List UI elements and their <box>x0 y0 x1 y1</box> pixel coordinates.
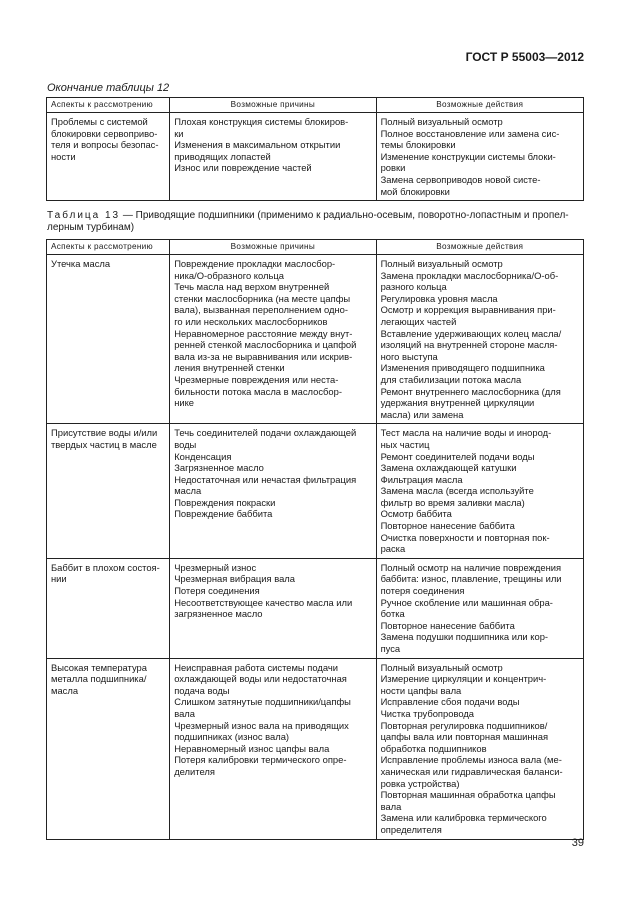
cell-line: Недостаточная или нечастая фильтрация <box>174 473 357 485</box>
cell-line: Чрезмерная вибрация вала <box>174 573 295 585</box>
table13-title-cont: лерным турбинам) <box>47 222 135 233</box>
cell-line: Измерение циркуляции и концентрич- <box>380 673 547 685</box>
cell-aspect <box>47 558 170 658</box>
header-aspects: Аспекты к рассмотрению <box>47 98 170 113</box>
cell-line: ности <box>51 150 76 162</box>
cell-line: ления внутренней стенки <box>174 362 285 374</box>
cell-line: Исправление сбоя подачи воды <box>380 696 520 708</box>
cell-line: ханическая или гидравлическая баланси- <box>380 765 563 777</box>
cell-line: темы блокировки <box>380 139 456 151</box>
cell-actions <box>376 424 583 559</box>
standard-number: ГОСТ Р 55003—2012 <box>465 50 584 64</box>
cell-line: Исправление проблемы износа вала (ме- <box>380 754 562 766</box>
cell-line: Повреждение прокладки маслосбор- <box>174 258 336 269</box>
cell-line: Замена масла (всегда используйте <box>380 485 534 497</box>
table13-header-row <box>47 240 584 255</box>
cell-actions <box>376 558 583 658</box>
cell-line: Неравномерное расстояние между внут- <box>174 327 353 339</box>
cell-line: Повреждения покраски <box>174 496 276 508</box>
cell-line: Изменения в максимальном открытии <box>174 139 341 151</box>
cell-line: делителя <box>174 765 215 777</box>
cell-line: фильтр во время заливки масла) <box>380 496 525 508</box>
cell-line: ренней стенкой маслосборника и цапфой <box>174 339 357 351</box>
table-row <box>47 658 584 839</box>
cell-line: Изменения приводящего подшипника <box>380 362 545 374</box>
table12-continuation-title: Окончание таблицы 12 <box>47 82 170 94</box>
cell-line: Тест масла на наличие воды и инород- <box>380 427 552 439</box>
cell-aspect <box>47 113 170 201</box>
cell-line: цапфы вала или повторная машинная <box>380 731 549 743</box>
cell-line: Полный визуальный осмотр <box>380 116 503 127</box>
cell-line: ровки <box>380 162 406 174</box>
cell-line: бильности потока масла в маслосбор- <box>174 385 342 397</box>
cell-line: Плохая конструкция системы блокиров- <box>174 116 349 127</box>
table-row <box>47 424 584 559</box>
cell-causes <box>170 113 376 201</box>
table12-header-row <box>47 98 584 113</box>
table-row <box>47 255 584 424</box>
cell-line: Неисправная работа системы подачи <box>174 661 338 673</box>
cell-line: Утечка масла <box>51 258 111 269</box>
cell-line: Полный визуальный осмотр <box>380 661 503 673</box>
cell-actions <box>376 658 583 839</box>
cell-line: Конденсация <box>174 450 232 462</box>
cell-line: Течь соединителей подачи охлаждающей <box>174 427 357 439</box>
cell-line: Ремонт соединителей подачи воды <box>380 450 535 462</box>
cell-line: удержания внутренней циркуляции <box>380 397 535 409</box>
cell-line: Повторная регулировка подшипников/ <box>380 719 548 731</box>
cell-line: Изменение конструкции системы блоки- <box>380 150 556 162</box>
header-actions: Возможные действия <box>376 240 583 255</box>
cell-line: Чрезмерный износ вала на приводящих <box>174 719 349 731</box>
cell-line: Фильтрация масла <box>380 473 463 485</box>
cell-line: Присутствие воды и/или <box>51 427 158 439</box>
cell-line: Осмотр и коррекция выравнивания при- <box>380 304 556 316</box>
cell-line: легающих частей <box>380 315 457 327</box>
cell-line: подшипниках (износ вала) <box>174 731 290 743</box>
cell-line: Чистка трубопровода <box>380 707 475 719</box>
table-row <box>47 113 584 201</box>
table-13 <box>46 239 584 840</box>
cell-line: Полный визуальный осмотр <box>380 258 503 269</box>
cell-line: изоляций на внутренней стороне масля- <box>380 339 558 351</box>
cell-line: разного кольца <box>380 281 447 293</box>
cell-line: Замена подушки подшипника или кор- <box>380 631 549 643</box>
cell-line: Замена или калибровка термического <box>380 812 547 824</box>
cell-line: загрязненное масло <box>174 608 263 620</box>
cell-line: Повторное нанесение баббита <box>380 520 515 532</box>
cell-line: ных частиц <box>380 438 430 450</box>
cell-line: металла подшипника/ <box>51 673 147 685</box>
table13-caption <box>47 210 587 234</box>
cell-line: вала <box>174 707 195 719</box>
cell-line: Полный осмотр на наличие повреждения <box>380 561 562 573</box>
cell-line: Повторное нанесение баббита <box>380 619 515 631</box>
cell-line: Повторная машинная обработка цапфы <box>380 789 556 801</box>
cell-line: масла <box>51 684 79 696</box>
cell-line: масла <box>174 485 202 497</box>
table-12 <box>46 97 584 201</box>
cell-line: приводящих лопастей <box>174 150 271 162</box>
cell-line: Вставление удерживающих колец масла/ <box>380 327 562 339</box>
cell-aspect <box>47 658 170 839</box>
cell-line: вала <box>380 800 402 812</box>
cell-line: обработка подшипников <box>380 742 487 754</box>
cell-line: Течь масла над верхом внутренней <box>174 281 330 293</box>
cell-line: баббита: износ, плавление, трещины или <box>380 573 562 585</box>
cell-line: стенки маслосборника (на месте цапфы <box>174 292 351 304</box>
cell-line: Осмотр баббита <box>380 508 452 520</box>
cell-actions <box>376 113 583 201</box>
cell-line: подача воды <box>174 684 230 696</box>
cell-line: Неравномерный износ цапфы вала <box>174 742 330 754</box>
cell-line: ности цапфы вала <box>380 684 462 696</box>
cell-line: Повреждение баббита <box>174 508 273 520</box>
cell-line: блокировки сервоприво- <box>51 127 158 139</box>
cell-line: Баббит в плохом состоя- <box>51 561 160 573</box>
cell-line: нии <box>51 573 67 585</box>
cell-line: для стабилизации потока масла <box>380 373 522 385</box>
cell-line: Замена сервоприводов новой систе- <box>380 173 541 185</box>
cell-causes <box>170 424 376 559</box>
cell-line: потеря соединения <box>380 585 465 597</box>
cell-line: нике <box>174 397 195 409</box>
cell-line: Проблемы с системой <box>51 116 148 127</box>
cell-causes <box>170 658 376 839</box>
cell-causes <box>170 255 376 424</box>
cell-line: Чрезмерные повреждения или неста- <box>174 373 339 385</box>
header-causes: Возможные причины <box>170 240 376 255</box>
cell-line: Ручное скобление или машинная обра- <box>380 596 553 608</box>
cell-line: Чрезмерный износ <box>174 561 257 573</box>
cell-line: воды <box>174 438 197 450</box>
cell-line: Высокая температура <box>51 661 147 673</box>
cell-line: ного выступа <box>380 350 438 362</box>
page-number: 39 <box>571 837 584 849</box>
cell-line: Потеря калибровки термического опре- <box>174 754 347 766</box>
cell-line: вала из-за не выравнивания или искрив- <box>174 350 353 362</box>
cell-line: Ремонт внутреннего маслосборника (для <box>380 385 561 397</box>
cell-line: Полное восстановление или замена сис- <box>380 127 560 139</box>
cell-line: Замена прокладки маслосборника/O-об- <box>380 269 559 281</box>
cell-line: Регулировка уровня масла <box>380 292 498 304</box>
cell-line: Очистка поверхности и повторная пок- <box>380 531 550 543</box>
cell-line: Износ или повреждение частей <box>174 162 312 174</box>
cell-line: теля и вопросы безопас- <box>51 139 159 151</box>
cell-line: твердых частиц в масле <box>51 438 157 450</box>
cell-actions <box>376 255 583 424</box>
cell-line: ботка <box>380 608 405 620</box>
cell-line: Потеря соединения <box>174 585 260 597</box>
cell-line: ки <box>174 127 184 139</box>
cell-line: ника/O-образного кольца <box>174 269 284 281</box>
header-actions: Возможные действия <box>376 98 583 113</box>
cell-line: ровка устройства) <box>380 777 460 789</box>
cell-line: пуса <box>380 643 401 654</box>
cell-line: вала), вызванная переполнением одно- <box>174 304 348 316</box>
cell-line: раска <box>380 543 406 555</box>
cell-line: Слишком затянутые подшипники/цапфы <box>174 696 351 708</box>
cell-aspect <box>47 424 170 559</box>
cell-line: го или нескольких маслосборников <box>174 315 328 327</box>
cell-causes <box>170 558 376 658</box>
cell-line: охлаждающей воды или недостаточная <box>174 673 347 685</box>
cell-line: мой блокировки <box>380 185 450 197</box>
cell-line: Замена охлаждающей катушки <box>380 462 517 474</box>
cell-line: Несоответствующее качество масла или <box>174 596 353 608</box>
table13-title: — Приводящие подшипники (применимо к радиально-осевым, поворотно-лопастным и пропел- <box>120 210 569 221</box>
table-row <box>47 558 584 658</box>
header-causes: Возможные причины <box>170 98 376 113</box>
cell-line: Загрязненное масло <box>174 462 264 474</box>
cell-line: определителя <box>380 823 442 835</box>
header-aspects: Аспекты к рассмотрению <box>47 240 170 255</box>
cell-line: масла) или замена <box>380 408 464 420</box>
cell-aspect <box>47 255 170 424</box>
table13-number: Таблица 13 <box>47 210 121 221</box>
